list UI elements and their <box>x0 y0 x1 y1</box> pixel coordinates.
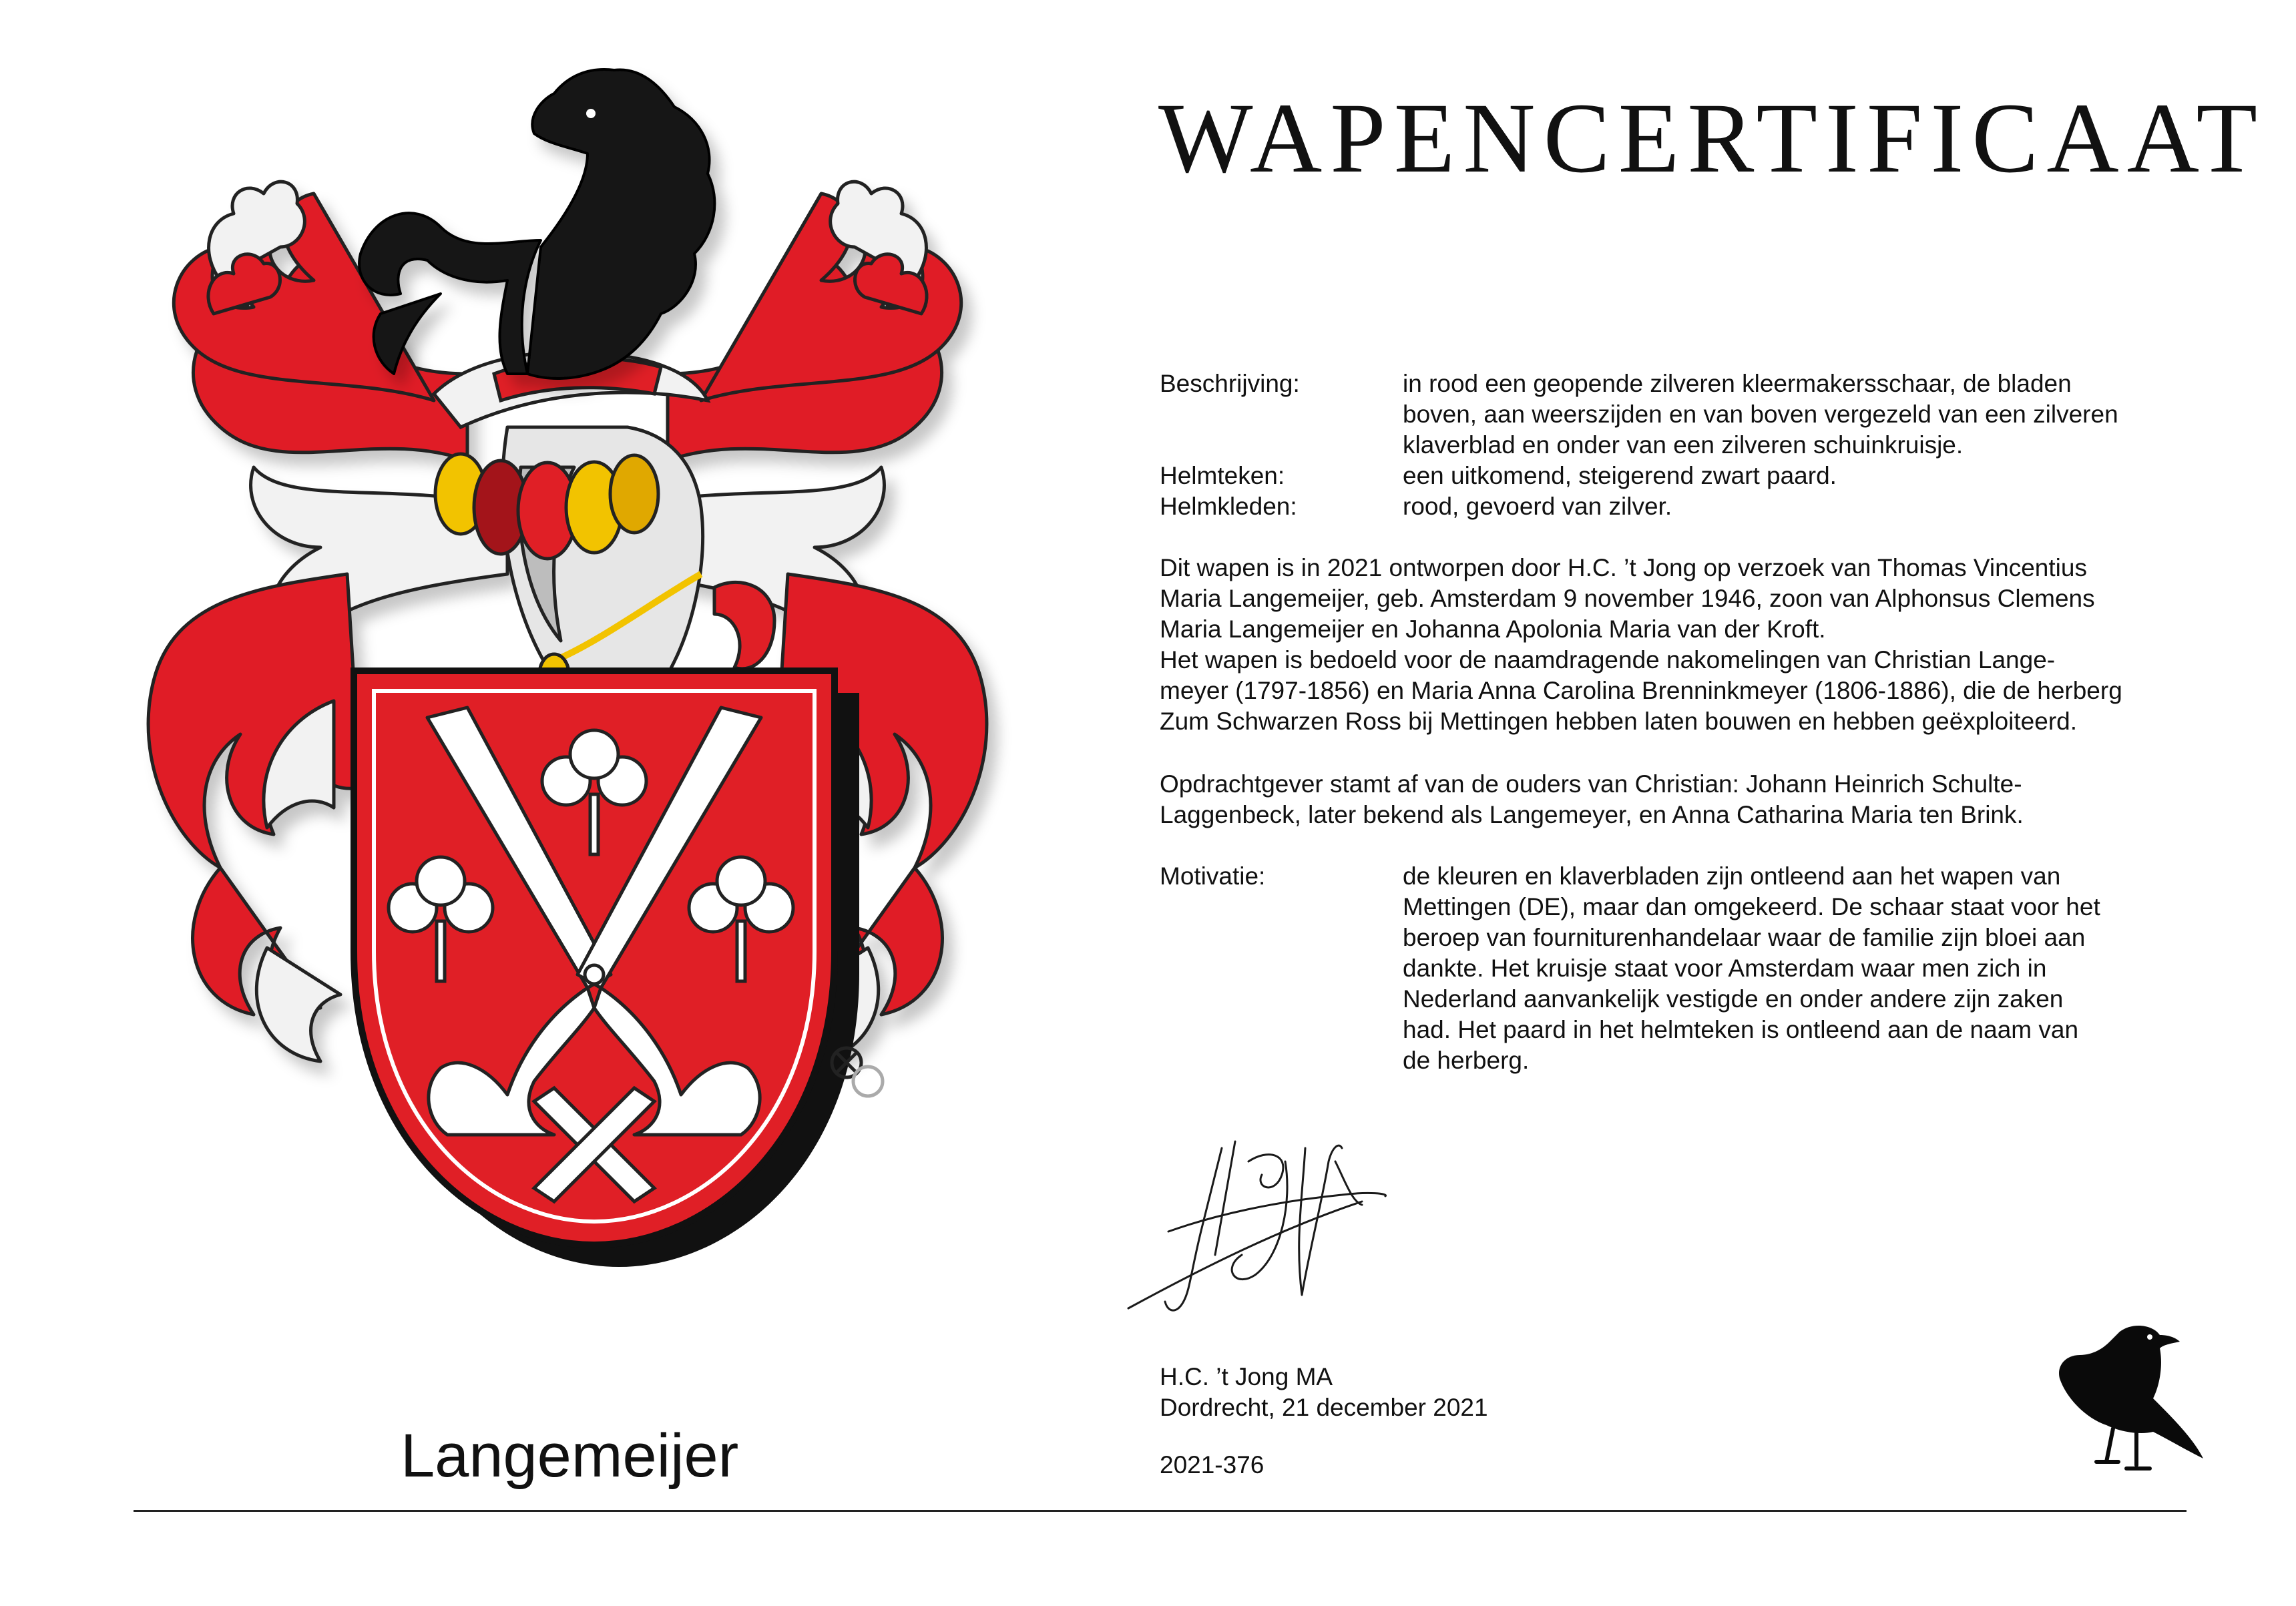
history-line: Het wapen is bedoeld voor de naamdragende nakomelingen van Christian Lange- <box>1160 646 2056 674</box>
history-line: Maria Langemeijer en Johanna Apolonia Maria van der Kroft. <box>1160 615 1826 643</box>
motivation-line: dankte. Het kruisje staat voor Amsterdam waar men zich in <box>1403 955 2047 982</box>
motivation-line: had. Het paard in het helmteken is ontleend aan de naam van <box>1403 1016 2079 1043</box>
raven-icon <box>2040 1318 2207 1479</box>
page-title: WAPENCERTIFICAAT <box>1158 83 2266 194</box>
motivation-line: Nederland aanvankelijk vestigde en onder andere zijn zaken <box>1403 985 2064 1013</box>
history-line: meyer (1797-1856) en Maria Anna Carolina Brenninkmeyer (1806-1886), die de herberg <box>1160 677 2122 704</box>
ancestry-line: Opdrachtgever stamt af van de ouders van Christian: Johann Heinrich Schulte- <box>1160 770 2022 798</box>
history-line: Dit wapen is in 2021 ontworpen door H.C. ’t Jong op verzoek van Thomas Vincentius <box>1160 554 2087 581</box>
ancestry-paragraph <box>1160 769 2255 830</box>
blazon-mantling-line: rood, gevoerd van zilver. <box>1403 493 1672 520</box>
history-paragraph <box>1160 553 2255 737</box>
crest-horse <box>359 69 714 378</box>
bottom-rule <box>134 1510 2187 1512</box>
history-line: Maria Langemeijer, geb. Amsterdam 9 november 1946, zoon van Alphonsus Clemens <box>1160 585 2095 612</box>
ancestry-line: Laggenbeck, later bekend als Langemeyer, en Anna Catharina Maria ten Brink. <box>1160 801 2024 828</box>
signature-scribble <box>1122 1121 1402 1322</box>
blazon-description-line: klaverblad en onder van een zilveren schuinkruisje. <box>1403 431 1964 459</box>
coat-of-arms-icon <box>0 0 1135 1335</box>
history-line: Zum Schwarzen Ross bij Mettingen hebben laten bouwen en hebben geëxploiteerd. <box>1160 708 2078 735</box>
blazon-mantling-label: Helmkleden: <box>1160 493 1297 520</box>
blazon-crest-line: een uitkomend, steigerend zwart paard. <box>1403 462 1837 489</box>
motivation-line: de herberg. <box>1403 1047 1530 1074</box>
motivation-line: de kleuren en klaverbladen zijn ontleend aan het wapen van <box>1403 862 2061 890</box>
family-name: Langemeijer <box>401 1422 739 1490</box>
motivation-line: beroep van fourniturenhandelaar waar de familie zijn bloei aan <box>1403 924 2086 951</box>
blazon-crest-label: Helmteken: <box>1160 462 1285 489</box>
signature-place-date: Dordrecht, 21 december 2021 <box>1160 1394 1488 1421</box>
blazon-description-line: in rood een geopende zilveren kleermakersschaar, de bladen <box>1403 370 2072 397</box>
blazon-description-line: boven, aan weerszijden en van boven vergezeld van een zilveren <box>1403 400 2118 428</box>
motivation-line: Mettingen (DE), maar dan omgekeerd. De schaar staat voor het <box>1403 893 2100 920</box>
blazon-description-label: Beschrijving: <box>1160 370 1300 397</box>
certificate-number: 2021-376 <box>1160 1451 1265 1479</box>
motivation-label: Motivatie: <box>1160 862 1266 890</box>
signer-name: H.C. ’t Jong MA <box>1160 1363 1333 1390</box>
